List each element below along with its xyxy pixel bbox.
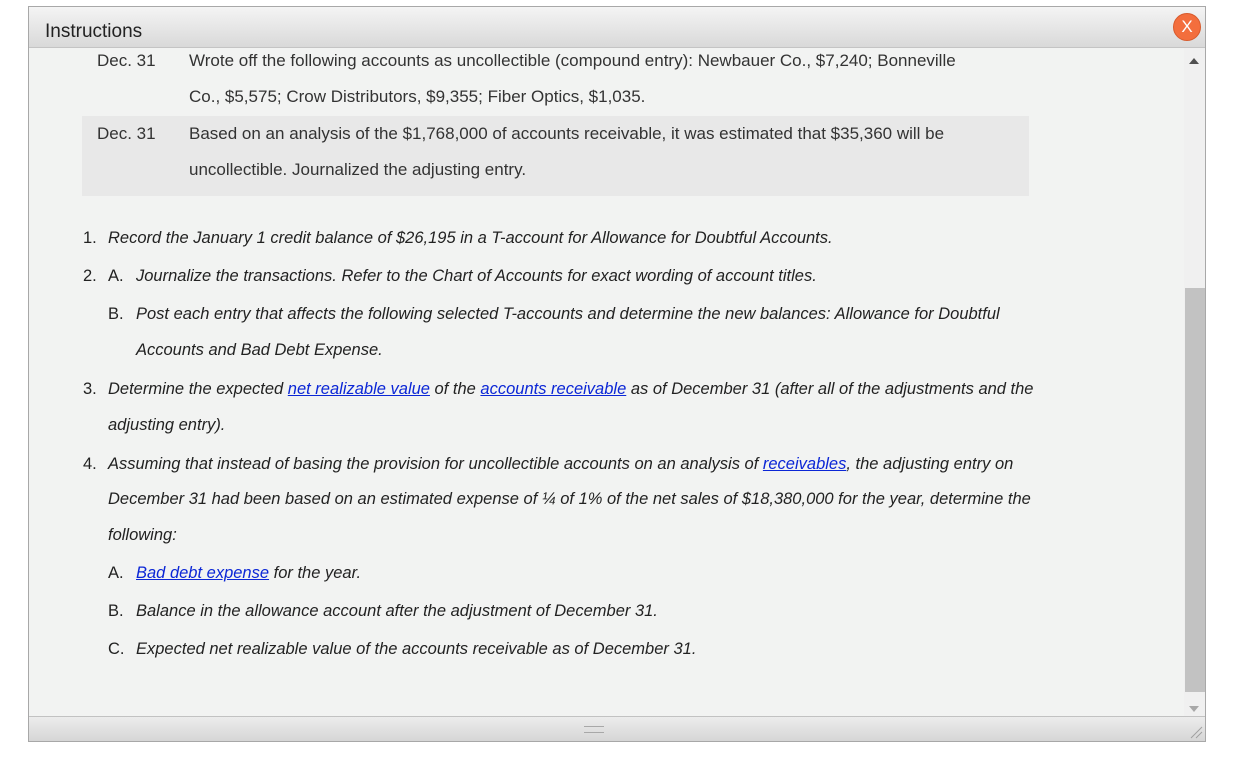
resize-grip-icon[interactable] xyxy=(584,726,604,733)
question-sub-letter: B. xyxy=(108,602,124,620)
question-number: 2. xyxy=(83,267,97,285)
close-button[interactable]: X xyxy=(1173,13,1201,41)
question-text: Assuming that instead of basing the provision for uncollectible accounts on an analysis of xyxy=(108,455,763,473)
question-sub-letter: A. xyxy=(108,267,124,285)
question-text: Journalize the transactions. Refer to the Chart of Accounts for exact wording of account titles. xyxy=(136,267,817,285)
question-text: adjusting entry). xyxy=(108,416,226,434)
transaction-row xyxy=(82,116,1029,196)
question-sub-letter: C. xyxy=(108,640,125,658)
question-sub-letter: A. xyxy=(108,564,124,582)
question-text: for the year. xyxy=(269,564,362,582)
corner-resize-icon[interactable] xyxy=(1189,725,1203,739)
accounts-receivable-link[interactable]: accounts receivable xyxy=(480,380,627,398)
instructions-content xyxy=(29,48,1185,718)
question-text: following: xyxy=(108,526,177,544)
instructions-dialog xyxy=(28,6,1206,742)
transaction-row xyxy=(82,48,1029,120)
transaction-text: Based on an analysis of the $1,768,000 of accounts receivable, it was estimated that $35,360 will be xyxy=(189,124,945,143)
vertical-scrollbar[interactable] xyxy=(1184,48,1205,718)
transaction-text: Wrote off the following accounts as uncollectible (compound entry): Newbauer Co., $7,240; Bonneville xyxy=(189,51,956,70)
transaction-date: Dec. 31 xyxy=(97,51,156,70)
question-text: as of December 31 (after all of the adjustments and the xyxy=(626,380,1034,398)
receivables-link[interactable]: receivables xyxy=(762,455,847,473)
question-number: 3. xyxy=(83,380,97,398)
question-text: Expected net realizable value of the accounts receivable as of December 31. xyxy=(136,640,697,658)
scroll-up-icon[interactable] xyxy=(1189,58,1199,64)
scroll-down-icon[interactable] xyxy=(1189,706,1199,712)
question-text: Balance in the allowance account after the adjustment of December 31. xyxy=(136,602,658,620)
question-text: Post each entry that affects the following selected T-accounts and determine the new balances: Allowance for Doubtful xyxy=(136,305,1000,323)
question-text: Record the January 1 credit balance of $26,195 in a T-account for Allowance for Doubtful Accounts. xyxy=(108,229,833,247)
scrollbar-thumb[interactable] xyxy=(1185,288,1205,692)
transaction-text: Co., $5,575; Crow Distributors, $9,355; Fiber Optics, $1,035. xyxy=(189,87,646,106)
question-number: 4. xyxy=(83,455,97,473)
dialog-titlebar[interactable] xyxy=(29,7,1205,48)
question-text: Determine the expected xyxy=(108,380,288,398)
dialog-title: Instructions xyxy=(45,21,143,42)
question-text: December 31 had been based on an estimated expense of ¼ of 1% of the net sales of $18,380,000 for the year, determine the xyxy=(108,490,1031,508)
question-text: , the adjusting entry on xyxy=(846,455,1014,473)
net-realizable-value-link[interactable]: net realizable value xyxy=(287,380,430,398)
question-sub-letter: B. xyxy=(108,305,124,323)
transaction-date: Dec. 31 xyxy=(97,124,156,143)
bad-debt-expense-link[interactable]: Bad debt expense xyxy=(136,564,270,582)
transaction-text: uncollectible. Journalized the adjusting entry. xyxy=(189,160,527,179)
dialog-footer xyxy=(29,716,1205,741)
question-number: 1. xyxy=(83,229,97,247)
question-text: Accounts and Bad Debt Expense. xyxy=(136,341,383,359)
question-text: of the xyxy=(429,380,481,398)
